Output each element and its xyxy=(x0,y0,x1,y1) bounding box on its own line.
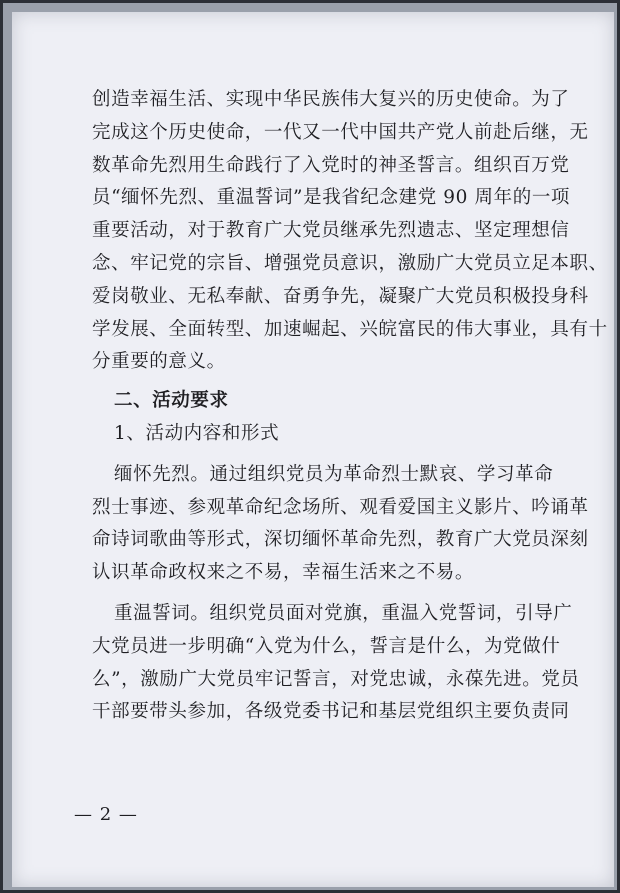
subsection-heading: 1、活动内容和形式 xyxy=(114,422,280,444)
text-line: 数革命先烈用生命践行了入党时的神圣誓言。组织百万党 xyxy=(92,154,570,176)
text-line: 干部要带头参加，各级党委书记和基层党组织主要负责同 xyxy=(92,701,570,723)
text-line: 学发展、全面转型、加速崛起、兴皖富民的伟大事业，具有十 xyxy=(92,318,608,340)
paragraph-commemorate xyxy=(92,459,589,590)
text-line: 命诗词歌曲等形式，深切缅怀革命先烈，教育广大党员深刻 xyxy=(92,529,589,551)
text-line: 重要活动，对于教育广大党员继承先烈遗志、坚定理想信 xyxy=(92,220,570,242)
text-line: 烈士事迹、参观革命纪念场所、观看爱国主义影片、吟诵革 xyxy=(92,496,589,518)
text-line: 么”，激励广大党员牢记誓言，对党忠诚，永葆先进。党员 xyxy=(92,668,580,690)
text-line: 认识革命政权来之不易，幸福生活来之不易。 xyxy=(92,562,475,584)
text-line: 员“缅怀先烈、重温誓词”是我省纪念建党 90 周年的一项 xyxy=(92,187,571,209)
document-page xyxy=(12,12,614,887)
page-number: — 2 — xyxy=(74,804,138,825)
section-heading: 二、活动要求 xyxy=(114,390,229,412)
text-line: 分重要的意义。 xyxy=(92,351,226,373)
text-line: 重温誓词。组织党员面对党旗，重温入党誓词，引导广 xyxy=(114,602,573,624)
text-line: 缅怀先烈。通过组织党员为革命烈士默哀、学习革命 xyxy=(114,463,554,485)
text-line: 念、牢记党的宗旨、增强党员意识，激励广大党员立足本职、 xyxy=(92,252,608,274)
text-line: 完成这个历史使命，一代又一代中国共产党人前赴后继，无 xyxy=(92,121,589,143)
text-line: 爱岗敬业、无私奉献、奋勇争先，凝聚广大党员积极投身科 xyxy=(92,285,589,307)
paragraph-intro xyxy=(92,84,608,379)
text-line: 创造幸福生活、实现中华民族伟大复兴的历史使命。为了 xyxy=(92,89,570,110)
text-line: 大党员进一步明确“入党为什么，誓言是什么，为党做什 xyxy=(92,635,561,657)
paragraph-oath xyxy=(92,598,580,729)
document-body xyxy=(92,84,608,729)
